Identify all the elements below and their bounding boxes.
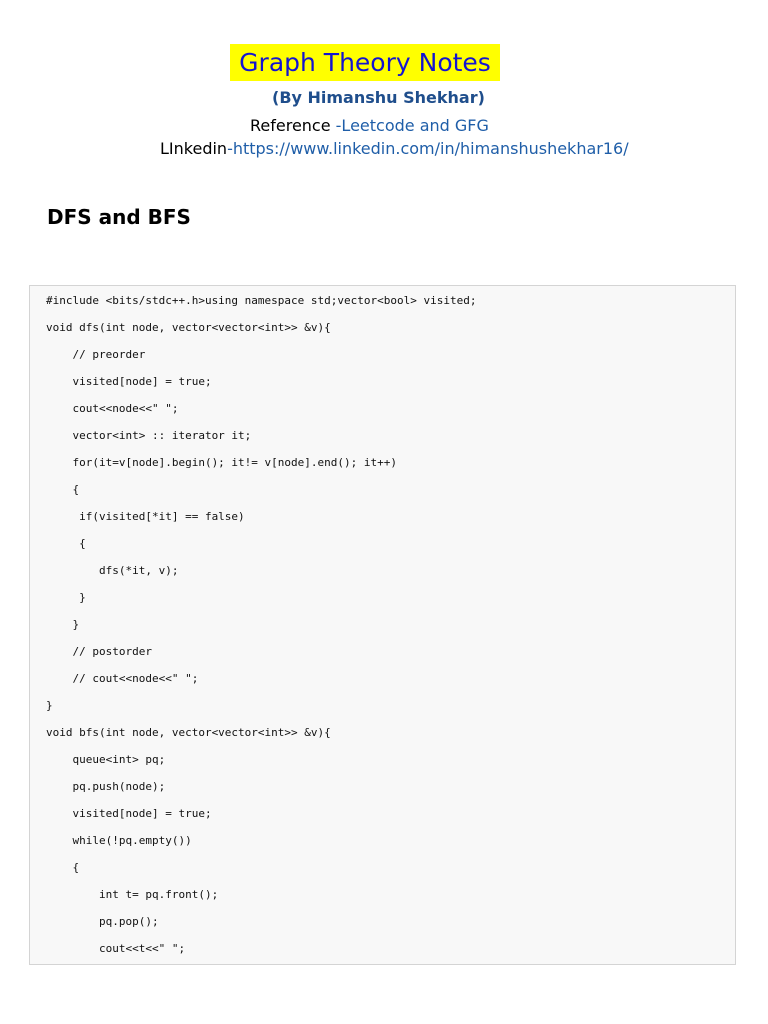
author-line: (By Himanshu Shekhar)	[272, 88, 485, 107]
section-heading: DFS and BFS	[47, 205, 191, 229]
reference-label: Reference	[250, 116, 336, 135]
linkedin-label: LInkedin	[160, 139, 228, 158]
document-title: Graph Theory Notes	[230, 44, 500, 81]
code-line: cout<<node<<" ";	[46, 402, 179, 415]
reference-line	[250, 116, 489, 135]
reference-link[interactable]: -Leetcode and GFG	[335, 116, 489, 135]
code-line: {	[46, 483, 80, 496]
code-block	[29, 285, 736, 965]
code-line: queue<int> pq;	[46, 753, 166, 766]
code-line: vector<int> :: iterator it;	[46, 429, 252, 442]
code-line: }	[46, 699, 53, 712]
code-line: int t= pq.front();	[46, 888, 219, 901]
code-line: while(!pq.empty())	[46, 834, 192, 847]
code-line: #include <bits/stdc++.h>using namespace std;vector<bool> visited;	[46, 294, 477, 307]
linkedin-line	[160, 139, 629, 158]
code-line: {	[46, 537, 86, 550]
code-line: void dfs(int node, vector<vector<int>> &v){	[46, 321, 331, 334]
code-line: dfs(*it, v);	[46, 564, 179, 577]
code-line: pq.pop();	[46, 915, 159, 928]
code-line: visited[node] = true;	[46, 807, 212, 820]
code-line: }	[46, 591, 86, 604]
code-line: {	[46, 861, 80, 874]
code-line: // postorder	[46, 645, 152, 658]
code-line: visited[node] = true;	[46, 375, 212, 388]
linkedin-link[interactable]: -https://www.linkedin.com/in/himanshushekhar16/	[227, 139, 629, 158]
code-line: pq.push(node);	[46, 780, 166, 793]
code-line: // preorder	[46, 348, 146, 361]
code-line: if(visited[*it] == false)	[46, 510, 245, 523]
code-line: cout<<t<<" ";	[46, 942, 186, 955]
code-line: void bfs(int node, vector<vector<int>> &v){	[46, 726, 331, 739]
code-line: }	[46, 618, 80, 631]
code-line: for(it=v[node].begin(); it!= v[node].end(); it++)	[46, 456, 397, 469]
code-line: // cout<<node<<" ";	[46, 672, 199, 685]
